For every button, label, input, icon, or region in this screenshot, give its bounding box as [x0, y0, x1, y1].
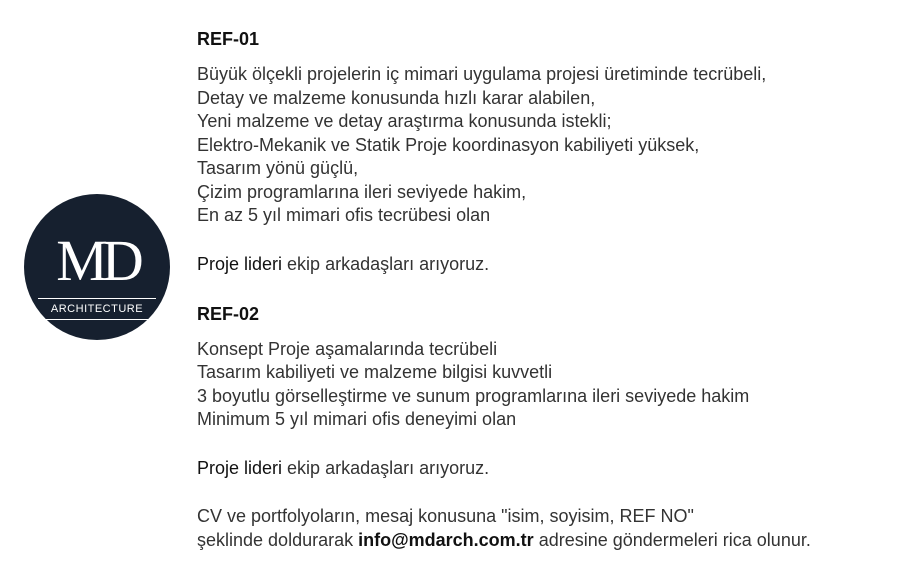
md-architecture-logo: [24, 194, 170, 340]
role-name: Proje lideri: [197, 457, 283, 478]
requirement-line: En az 5 yıl mimari ofis tecrübesi olan: [197, 205, 491, 225]
cv-line-1: CV ve portfolyoların, mesaj konusuna "isim, soyisim, REF NO": [197, 505, 694, 526]
logo-divider-top: [38, 298, 156, 299]
requirement-line: Minimum 5 yıl mimari ofis deneyimi olan: [197, 409, 517, 429]
cv-line-2-prefix: şeklinde doldurarak: [197, 529, 359, 550]
ref-02-section: [197, 302, 897, 480]
requirement-line: Konsept Proje aşamalarında tecrübeli: [197, 338, 498, 359]
ref-01-requirements: [197, 63, 897, 228]
ref-01-section: [197, 27, 897, 276]
role-name: Proje lideri: [197, 253, 283, 274]
requirement-line: Tasarım kabiliyeti ve malzeme bilgisi kuvvetli: [197, 362, 553, 382]
logo-divider-bottom: [38, 319, 156, 320]
logo-subtitle: ARCHITECTURE: [50, 303, 144, 315]
requirement-line: Detay ve malzeme konusunda hızlı karar alabilen,: [197, 87, 596, 108]
ref-02-role-statement: [197, 456, 897, 480]
cv-line-2-suffix: adresine göndermeleri rica olunur.: [533, 529, 811, 550]
ref-02-title: REF-02: [197, 303, 260, 324]
ref-02-requirements: [197, 338, 897, 432]
requirement-line: Elektro-Mekanik ve Statik Proje koordinasyon kabiliyeti yüksek,: [197, 134, 700, 155]
ref-01-title: REF-01: [197, 29, 260, 49]
role-suffix: ekip arkadaşları arıyoruz.: [282, 457, 490, 478]
ref-01-role-statement: [197, 252, 897, 276]
contact-email[interactable]: info@mdarch.com.tr: [358, 529, 534, 550]
cv-line-2: [197, 528, 897, 552]
cv-instructions: [197, 504, 897, 552]
requirement-line: Çizim programlarına ileri seviyede hakim,: [197, 181, 527, 202]
job-posting: [197, 27, 897, 552]
requirement-line: Yeni malzeme ve detay araştırma konusunda istekli;: [197, 111, 612, 131]
logo-mark: MD: [56, 228, 138, 293]
requirement-line: Büyük ölçekli projelerin iç mimari uygulama projesi üretiminde tecrübeli,: [197, 64, 767, 84]
requirement-line: 3 boyutlu görselleştirme ve sunum programlarına ileri seviyede hakim: [197, 385, 750, 406]
role-suffix: ekip arkadaşları arıyoruz.: [282, 253, 490, 274]
requirement-line: Tasarım yönü güçlü,: [197, 158, 359, 178]
